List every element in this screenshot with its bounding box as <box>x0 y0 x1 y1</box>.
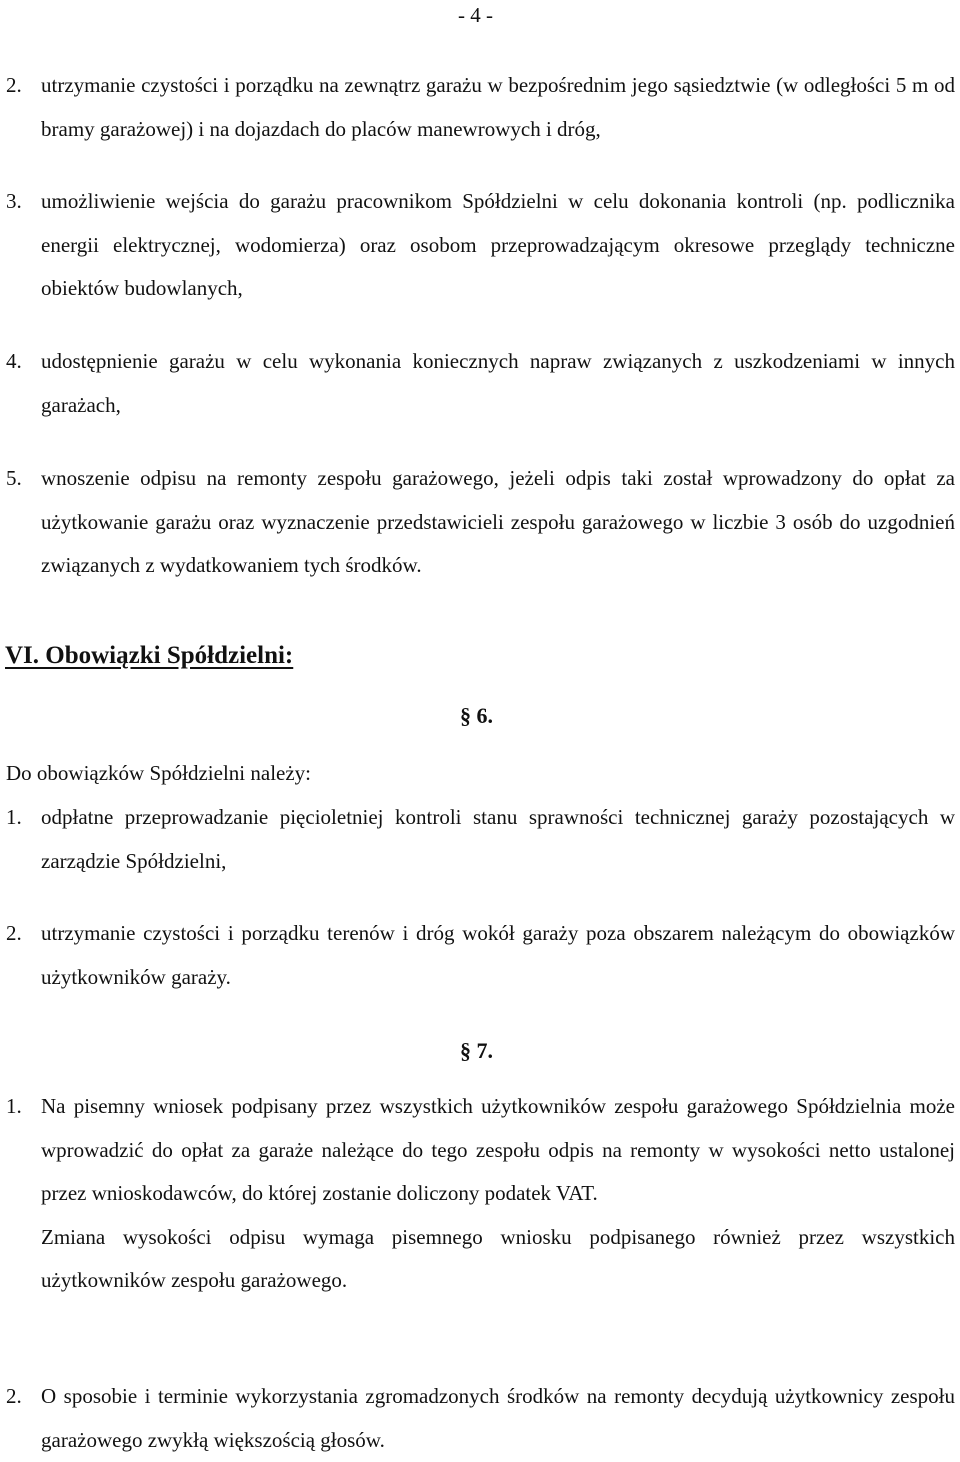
list-item-number: 2. <box>6 1384 22 1408</box>
list-item-text: O sposobie i terminie wykorzystania zgromadzonych środków na remonty decydują użytkownicy zespołu garażowego zwykłą większością głosów. <box>41 1384 955 1452</box>
list-item <box>0 796 955 883</box>
list-item <box>0 912 955 999</box>
list-item-number: 1. <box>6 805 22 829</box>
list-item <box>0 340 955 427</box>
list-item-text: wnoszenie odpisu na remonty zespołu garażowego, jeżeli odpis taki został wprowadzony do opłat za użytkowanie garażu oraz wyznaczenie przedstawicieli zespołu garażowego w liczbie 3 osób do uzgodnień związanych z wydatkowaniem tych środków. <box>41 466 955 577</box>
list-item-text: Na pisemny wniosek podpisany przez wszystkich użytkowników zespołu garażowego Spółdzielnia może wprowadzić do opłat za garaże należące do tego zespołu odpis na remonty w wysokości netto ustalonej przez wnioskodawców, do której zostanie doliczony podatek VAT. <box>41 1094 955 1205</box>
list-item-text: utrzymanie czystości i porządku terenów i dróg wokół garaży poza obszarem należącym do obowiązków użytkowników garaży. <box>41 921 955 989</box>
section-heading: VI. Obowiązki Spółdzielni: <box>5 642 294 669</box>
paragraph-6-mark: § 6. <box>460 703 493 728</box>
paragraph-7-mark: § 7. <box>460 1038 493 1063</box>
list-item-number: 3. <box>6 189 22 213</box>
list-item-text: umożliwienie wejścia do garażu pracownikom Spółdzielni w celu dokonania kontroli (np. podlicznika energii elektrycznej, wodomierza) oraz osobom przeprowadzającym okresowe przeglądy techniczne obiektów budowlanych, <box>41 189 955 300</box>
list-item-number: 2. <box>6 73 22 97</box>
list-item-number: 4. <box>6 349 22 373</box>
list-item <box>0 1375 955 1462</box>
list-item <box>0 457 955 588</box>
list-item-text: utrzymanie czystości i porządku na zewnątrz garażu w bezpośrednim jego sąsiedztwie (w odległości 5 m od bramy garażowej) i na dojazdach do placów manewrowych i dróg, <box>41 73 955 141</box>
list-item-number: 1. <box>6 1094 22 1118</box>
page-number: - 4 - <box>458 3 493 27</box>
list-item-continuation: Zmiana wysokości odpisu wymaga pisemnego wniosku podpisanego również przez wszystkich użytkowników zespołu garażowego. <box>41 1224 955 1292</box>
list-item-text: odpłatne przeprowadzanie pięcioletniej kontroli stanu sprawności technicznej garaży pozostających w zarządzie Spółdzielni, <box>41 805 955 873</box>
list-item-text: udostępnienie garażu w celu wykonania koniecznych napraw związanych z uszkodzeniami w innych garażach, <box>41 349 955 417</box>
list-item-number: 5. <box>6 466 22 490</box>
list-item <box>0 180 955 311</box>
paragraph-6-intro: Do obowiązków Spółdzielni należy: <box>6 761 312 785</box>
list-item-number: 2. <box>6 921 22 945</box>
list-item <box>0 64 955 151</box>
list-item <box>0 1085 955 1303</box>
